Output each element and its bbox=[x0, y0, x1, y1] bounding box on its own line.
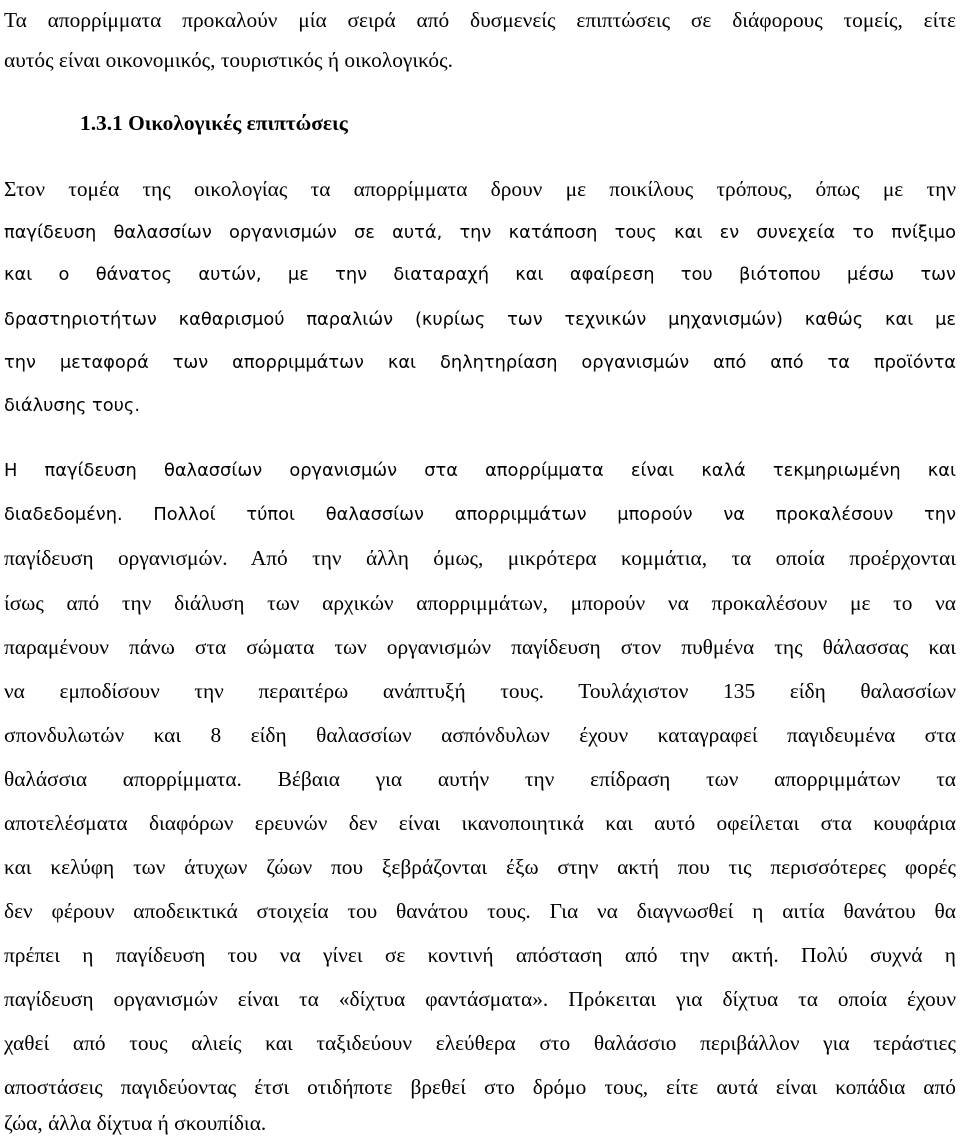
para2-line-12: πρέπει η παγίδευση του να γίνει σε κοντινή απόσταση από την ακτή. Πολύ συχνά η bbox=[4, 943, 956, 967]
para2-line-13: παγίδευση οργανισμών είναι τα «δίχτυα φαντάσματα». Πρόκειται για δίχτυα τα οποία έχουν bbox=[4, 987, 956, 1011]
para2-line-4: ίσως από την διάλυση των αρχικών απορριμμάτων, μπορούν να προκαλέσουν με το να bbox=[4, 591, 956, 615]
intro-line-2: αυτός είναι οικονομικός, τουριστικός ή οικολογικός. bbox=[4, 48, 453, 72]
para1-line-1: Στον τομέα της οικολογίας τα απορρίμματα δρουν με ποικίλους τρόπους, όπως με την bbox=[4, 177, 956, 201]
para2-line-10: και κελύφη των άτυχων ζώων που ξεβράζονται έξω στην ακτή που τις περισσότερες φορές bbox=[4, 855, 956, 879]
para1-line-4: δραστηριοτήτων καθαρισμού παραλιών (κυρίως των τεχνικών μηχανισμών) καθώς και με bbox=[4, 309, 956, 330]
intro-line-1: Τα απορρίμματα προκαλούν μία σειρά από δυσμενείς επιπτώσεις σε διάφορους τομείς, είτε bbox=[4, 8, 956, 32]
para2-line-7: σπονδυλωτών και 8 είδη θαλασσίων ασπόνδυλων έχουν καταγραφεί παγιδευμένα στα bbox=[4, 723, 956, 747]
para2-line-3: παγίδευση οργανισμών. Από την άλλη όμως, μικρότερα κομμάτια, τα οποία προέρχονται bbox=[4, 546, 956, 570]
para1-line-5: την μεταφορά των απορριμμάτων και δηλητηρίαση οργανισμών από από τα προϊόντα bbox=[4, 352, 956, 373]
para2-line-8: θαλάσσια απορρίμματα. Βέβαια για αυτήν την επίδραση των απορριμμάτων τα bbox=[4, 767, 956, 791]
para2-line-15: αποστάσεις παγιδεύοντας έτσι οτιδήποτε βρεθεί στο δρόμο τους, είτε αυτά είναι κοπάδια από bbox=[4, 1075, 956, 1099]
section-heading: 1.3.1 Οικολογικές επιπτώσεις bbox=[80, 111, 348, 135]
para2-line-16: ζώα, άλλα δίχτυα ή σκουπίδια. bbox=[4, 1111, 267, 1135]
para2-line-6: να εμποδίσουν την περαιτέρω ανάπτυξή τους. Τουλάχιστον 135 είδη θαλασσίων bbox=[4, 679, 956, 703]
para2-line-1: Η παγίδευση θαλασσίων οργανισμών στα απορρίμματα είναι καλά τεκμηριωμένη και bbox=[4, 460, 956, 481]
para2-line-11: δεν φέρουν αποδεικτικά στοιχεία του θανάτου τους. Για να διαγνωσθεί η αιτία θανάτου θα bbox=[4, 899, 956, 923]
para2-line-14: χαθεί από τους αλιείς και ταξιδεύουν ελεύθερα στο θαλάσσιο περιβάλλον για τεράστιες bbox=[4, 1031, 956, 1055]
para2-line-2: διαδεδομένη. Πολλοί τύποι θαλασσίων απορριμμάτων μπορούν να προκαλέσουν την bbox=[4, 504, 956, 525]
para2-line-9: αποτελέσματα διαφόρων ερευνών δεν είναι ικανοποιητικά και αυτό οφείλεται στα κουφάρια bbox=[4, 811, 956, 835]
para1-line-3: και ο θάνατος αυτών, με την διαταραχή και αφαίρεση του βιότοπου μέσω των bbox=[4, 264, 956, 285]
para1-line-2: παγίδευση θαλασσίων οργανισμών σε αυτά, την κατάποση τους και εν συνεχεία το πνίξιμο bbox=[4, 222, 956, 243]
para1-line-6: διάλυσης τους. bbox=[4, 395, 141, 416]
para2-line-5: παραμένουν πάνω στα σώματα των οργανισμών παγίδευση στον πυθμένα της θάλασσας και bbox=[4, 635, 956, 659]
